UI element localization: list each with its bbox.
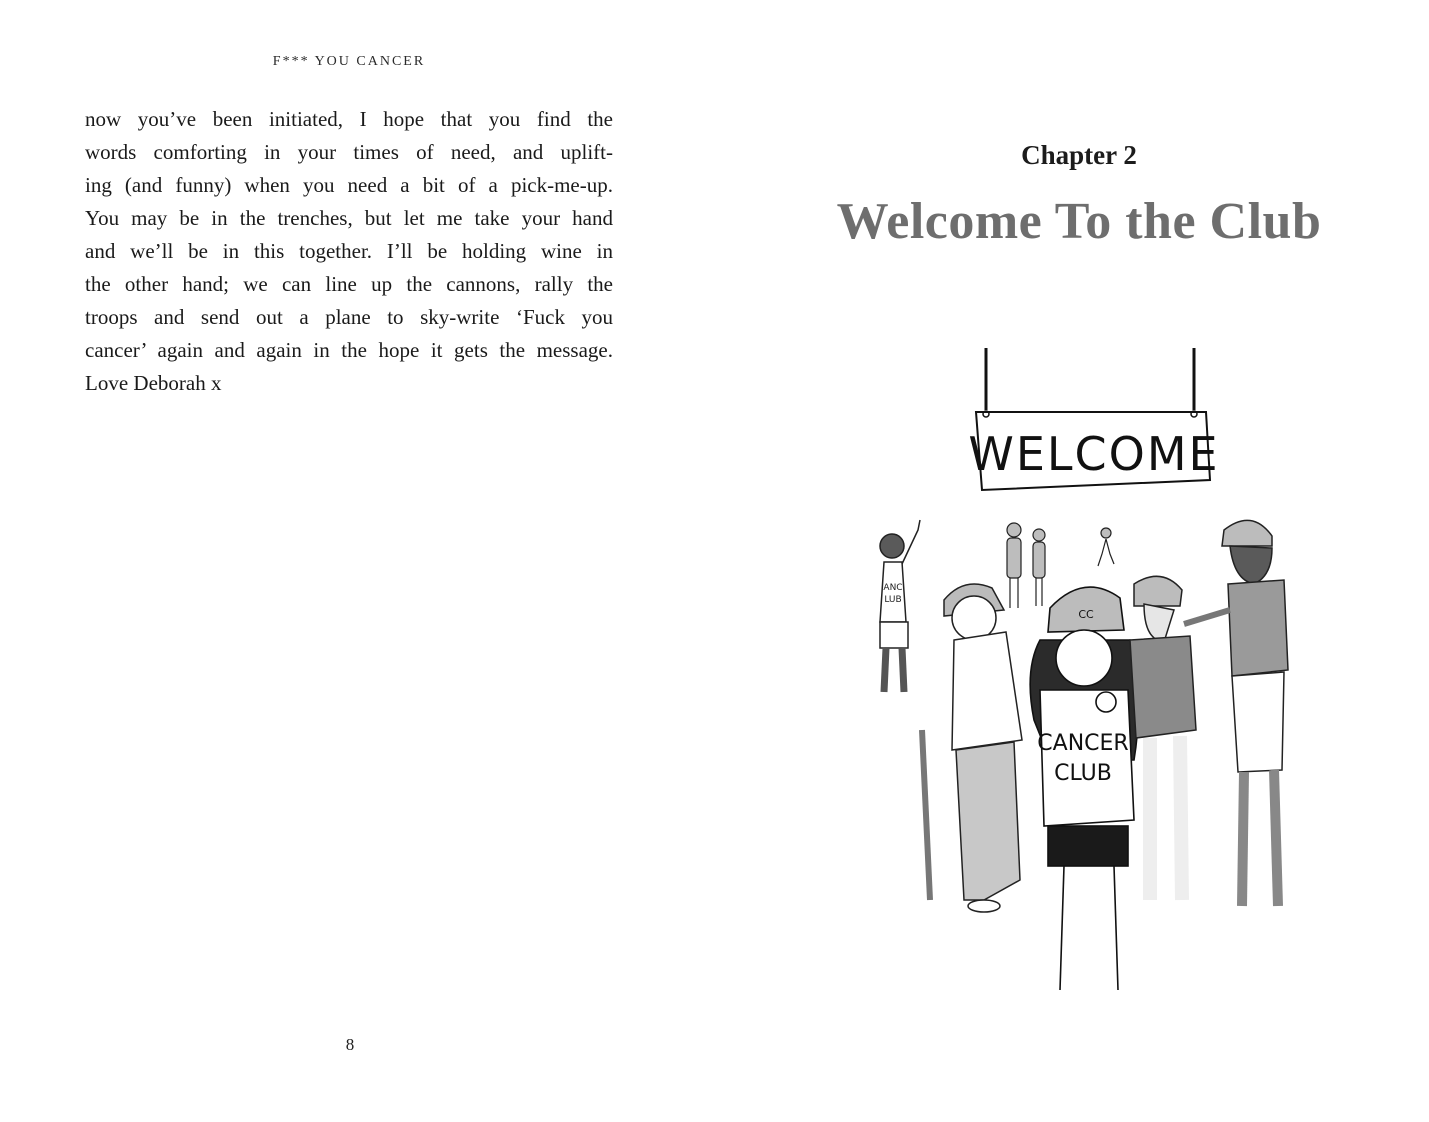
text-line: words comforting in your times of need, and uplift- [85,140,613,164]
text-line: You may be in the trenches, but let me take your hand [85,206,613,230]
girl-shirt-line2: CLUB [1054,761,1112,786]
text-line: troops and send out a plane to sky-write ‘Fuck you [85,305,613,329]
text-line: cancer’ again and again in the hope it gets the message. [85,338,613,362]
cap-badge-text: CC [1078,608,1094,621]
chapter-title: Welcome To the Club [836,193,1322,250]
cane-figure [922,584,1022,912]
page-number: 8 [345,1035,355,1054]
text-line: now you’ve been initiated, I hope that you find the [85,107,613,131]
chapter-label: Chapter 2 [1021,140,1137,170]
left-page [0,0,714,1122]
text-line: and we’ll be in this together. I’ll be holding wine in [85,239,613,263]
banner-text: WELCOME [968,427,1220,481]
signature-line: Love Deborah x [85,371,222,395]
welcome-club-illustration [844,340,1324,1000]
text-line: ing (and funny) when you need a bit of a pick-me-up. [85,173,613,197]
waving-figure [880,520,920,692]
girl-figure [1030,587,1138,990]
waving-shirt-line2: LUB [884,595,902,605]
bearded-figure [1184,520,1288,906]
girl-shirt-line1: CANCER [1037,731,1129,756]
waving-shirt-line1: ANC [883,583,903,593]
text-line: the other hand; we can line up the cannons, rally the [85,272,613,296]
body-paragraph [85,103,613,400]
right-page [714,0,1429,1122]
running-head: F*** YOU CANCER [272,54,426,69]
